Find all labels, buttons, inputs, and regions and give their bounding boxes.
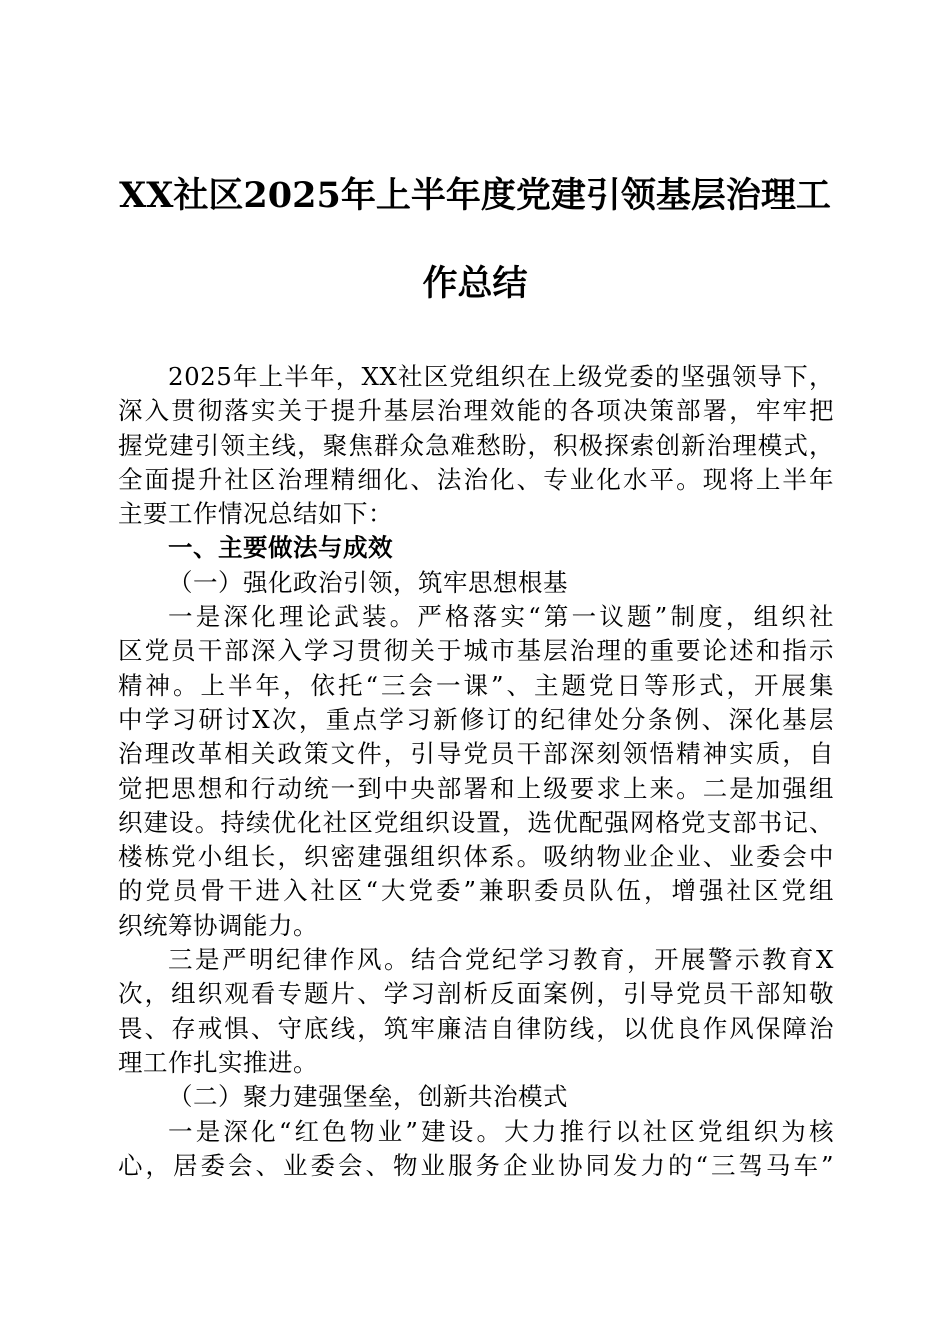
paragraph-line: 理工作扎实推进。 <box>118 1047 318 1077</box>
paragraph-line: 的党员骨干进入社区“大党委”兼职委员队伍，增强社区党组 <box>118 876 834 906</box>
paragraph-line: 畏、存戒惧、守底线，筑牢廉洁自律防线，以优良作风保障治 <box>118 1013 834 1043</box>
paragraph-line: 区党员干部深入学习贯彻关于城市基层治理的重要论述和指示 <box>118 636 834 666</box>
paragraph-line: 一是深化“红色物业”建设。大力推行以社区党组织为核 <box>168 1116 834 1146</box>
subsection-heading: （二）聚力建强堡垒，创新共治模式 <box>168 1082 568 1112</box>
intro-line: 2025年上半年，XX社区党组织在上级党委的坚强领导下， <box>168 362 834 391</box>
paragraph-line: 治理改革相关政策文件，引导党员干部深刻领悟精神实质，自 <box>118 739 834 769</box>
intro-line: 主要工作情况总结如下： <box>118 499 393 529</box>
title-line-2: 作总结 <box>422 263 528 304</box>
paragraph-line: 精神。上半年，依托“三会一课”、主题党日等形式，开展集 <box>118 670 834 700</box>
paragraph-line: 觉把思想和行动统一到中央部署和上级要求上来。二是加强组 <box>118 773 834 803</box>
subsection-heading: （一）强化政治引领，筑牢思想根基 <box>168 567 568 597</box>
paragraph-line: 三是严明纪律作风。结合党纪学习教育，开展警示教育X <box>168 945 834 975</box>
intro-line: 握党建引领主线，聚焦群众急难愁盼，积极探索创新治理模式， <box>118 430 834 460</box>
paragraph-line: 中学习研讨X次，重点学习新修订的纪律处分条例、深化基层 <box>118 704 834 734</box>
paragraph-line: 织统筹协调能力。 <box>118 910 318 940</box>
intro-line: 全面提升社区治理精细化、法治化、专业化水平。现将上半年 <box>118 464 834 494</box>
section-heading: 一、主要做法与成效 <box>168 533 393 563</box>
paragraph-line: 楼栋党小组长，织密建强组织体系。吸纳物业企业、业委会中 <box>118 842 834 872</box>
document-body <box>118 360 834 1183</box>
paragraph-line: 次，组织观看专题片、学习剖析反面案例，引导党员干部知敬 <box>118 979 834 1009</box>
paragraph-line: 一是深化理论武装。严格落实“第一议题”制度，组织社 <box>168 602 834 632</box>
title-line-1: XX社区2025年上半年度党建引领基层治理工 <box>119 175 831 216</box>
paragraph-line: 心，居委会、业委会、物业服务企业协同发力的“三驾马车” <box>118 1150 834 1180</box>
paragraph-line: 织建设。持续优化社区党组织设置，选优配强网格党支部书记、 <box>118 807 834 837</box>
intro-line: 深入贯彻落实关于提升基层治理效能的各项决策部署，牢牢把 <box>118 396 834 426</box>
document-title <box>100 170 850 310</box>
